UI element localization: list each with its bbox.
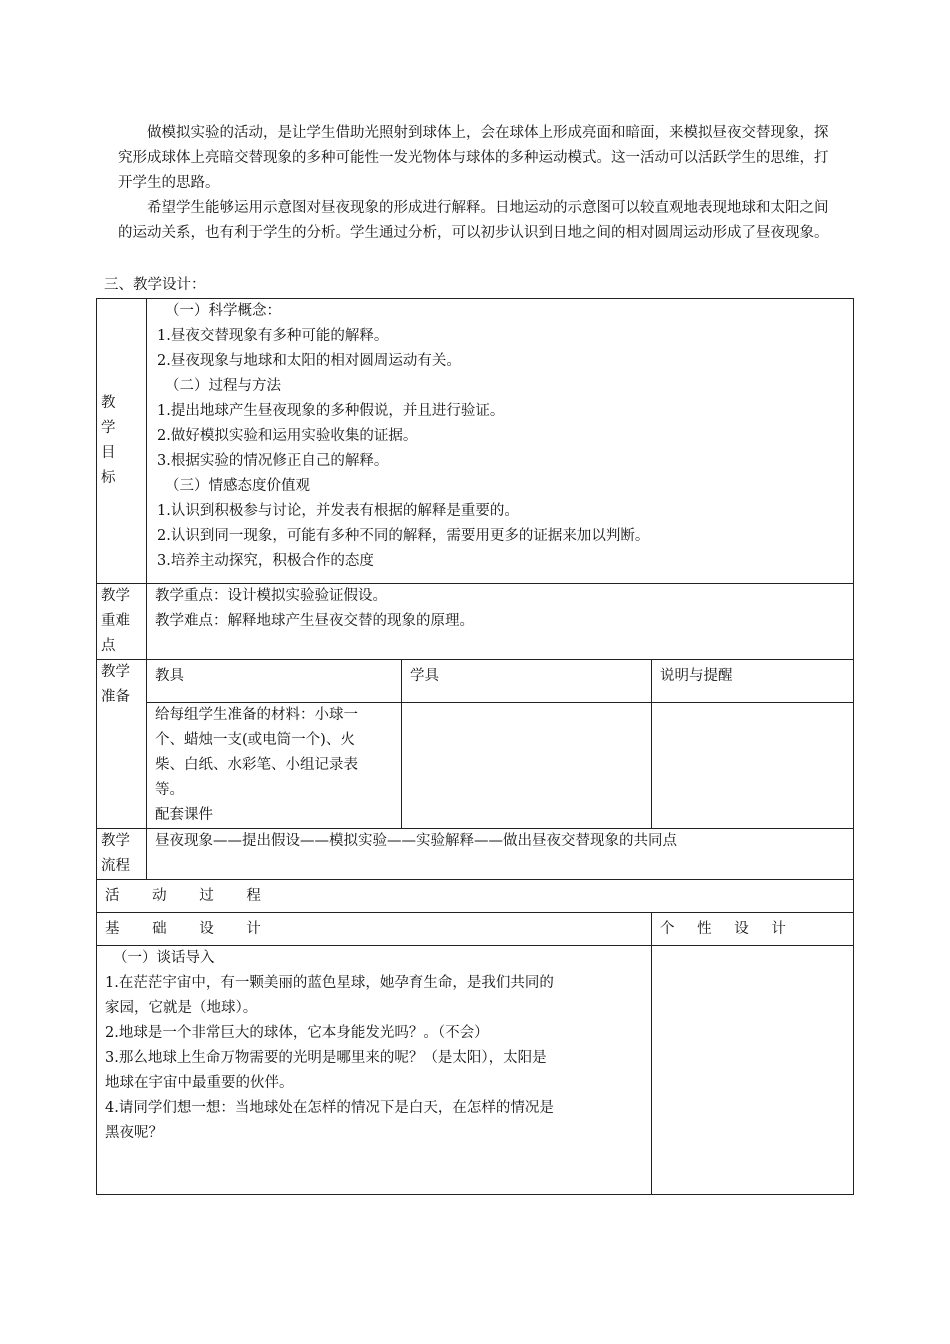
activity-line: 家园，它就是（地球）。 [105, 1000, 258, 1016]
objective-item: 2.认识到同一现象，可能有多种不同的解释，需要用更多的证据来加以判断。 [157, 528, 650, 544]
objectives-row [97, 299, 854, 584]
preparation-content-row [97, 703, 854, 829]
header-student-aids: 学具 [402, 660, 652, 703]
key-points-content [147, 584, 854, 660]
objective-item: 3.根据实验的情况修正自己的解释。 [157, 453, 389, 469]
objective-item: 1.昼夜交替现象有多种可能的解释。 [157, 328, 389, 344]
basic-design-content [97, 946, 652, 1195]
flow-label: 教学 流程 [97, 829, 147, 880]
intro-paragraph-2: 希望学生能够运用示意图对昼夜现象的形成进行解释。日地运动的示意图可以较直观地表现地球和太阳之间的运动关系，也有利于学生的分析。学生通过分析，可以初步认识到日地之间的相对圆周运动形成了昼夜现象。 [118, 200, 829, 241]
flow-text: 昼夜现象——提出假设——模拟实验——实验解释——做出昼夜交替现象的共同点 [147, 829, 854, 880]
objective-item: 2.昼夜现象与地球和太阳的相对圆周运动有关。 [157, 353, 461, 369]
activity-line: 地球在宇宙中最重要的伙伴。 [105, 1075, 294, 1091]
teaching-difficulty: 教学难点：解释地球产生昼夜交替的现象的原理。 [155, 613, 474, 629]
intro-paragraph-1: 做模拟实验的活动，是让学生借助光照射到球体上，会在球体上形成亮面和暗面，来模拟昼夜交替现象，探究形成球体上亮暗交替现象的多种可能性一发光物体与球体的多种运动模式。这一活动可以活跃学生的思维，打开学生的思路。 [118, 125, 829, 191]
flow-row [97, 829, 854, 880]
activity-header-row [97, 880, 854, 913]
objectives-label: 教 学 目 标 [97, 299, 147, 584]
objective-heading: （三）情感态度价值观 [165, 478, 310, 494]
activity-line: 2.地球是一个非常巨大的球体，它本身能发光吗？。（不会） [105, 1025, 489, 1041]
activity-line: 黑夜呢？ [105, 1125, 163, 1141]
design-header-row [97, 913, 854, 946]
activity-line: 3.那么地球上生命万物需要的光明是哪里来的呢？（是太阳），太阳是 [105, 1050, 547, 1066]
teaching-focus: 教学重点：设计模拟实验验证假设。 [155, 588, 387, 604]
objective-item: 1.认识到积极参与讨论，并发表有根据的解释是重要的。 [157, 503, 519, 519]
objective-item: 2.做好模拟实验和运用实验收集的证据。 [157, 428, 418, 444]
activity-line: 4.请同学们想一想：当地球处在怎样的情况下是白天，在怎样的情况是 [105, 1100, 554, 1116]
personal-design-header: 个 性 设 计 [652, 913, 854, 946]
header-teaching-aids: 教具 [147, 660, 402, 703]
teaching-aids-list: 给每组学生准备的材料：小球一 个、蜡烛一支(或电筒一个)、火 柴、白纸、水彩笔、小组记录表 等。 配套课件 [147, 703, 402, 829]
basic-design-header: 基 础 设 计 [97, 913, 652, 946]
activity-heading: （一）谈话导入 [113, 950, 215, 966]
preparation-label: 教学 准备 [97, 660, 147, 829]
student-aids-cell [402, 703, 652, 829]
lesson-design-table [96, 298, 854, 1195]
key-points-row [97, 584, 854, 660]
objective-heading: （一）科学概念： [165, 303, 281, 319]
objective-item: 3.培养主动探究，积极合作的态度 [157, 553, 374, 569]
notes-cell [652, 703, 854, 829]
objective-item: 1.提出地球产生昼夜现象的多种假说，并且进行验证。 [157, 403, 505, 419]
activity-content-row [97, 946, 854, 1195]
personal-design-content [652, 946, 854, 1195]
section-title: 三、教学设计： [104, 277, 206, 293]
preparation-header-row [97, 660, 854, 703]
activity-line: 1.在茫茫宇宙中，有一颗美丽的蓝色星球，她孕育生命，是我们共同的 [105, 975, 554, 991]
objectives-content [147, 299, 854, 584]
objective-heading: （二）过程与方法 [165, 378, 281, 394]
activity-header: 活 动 过 程 [97, 880, 854, 913]
header-notes: 说明与提醒 [652, 660, 854, 703]
key-points-label: 教学 重难 点 [97, 584, 147, 660]
